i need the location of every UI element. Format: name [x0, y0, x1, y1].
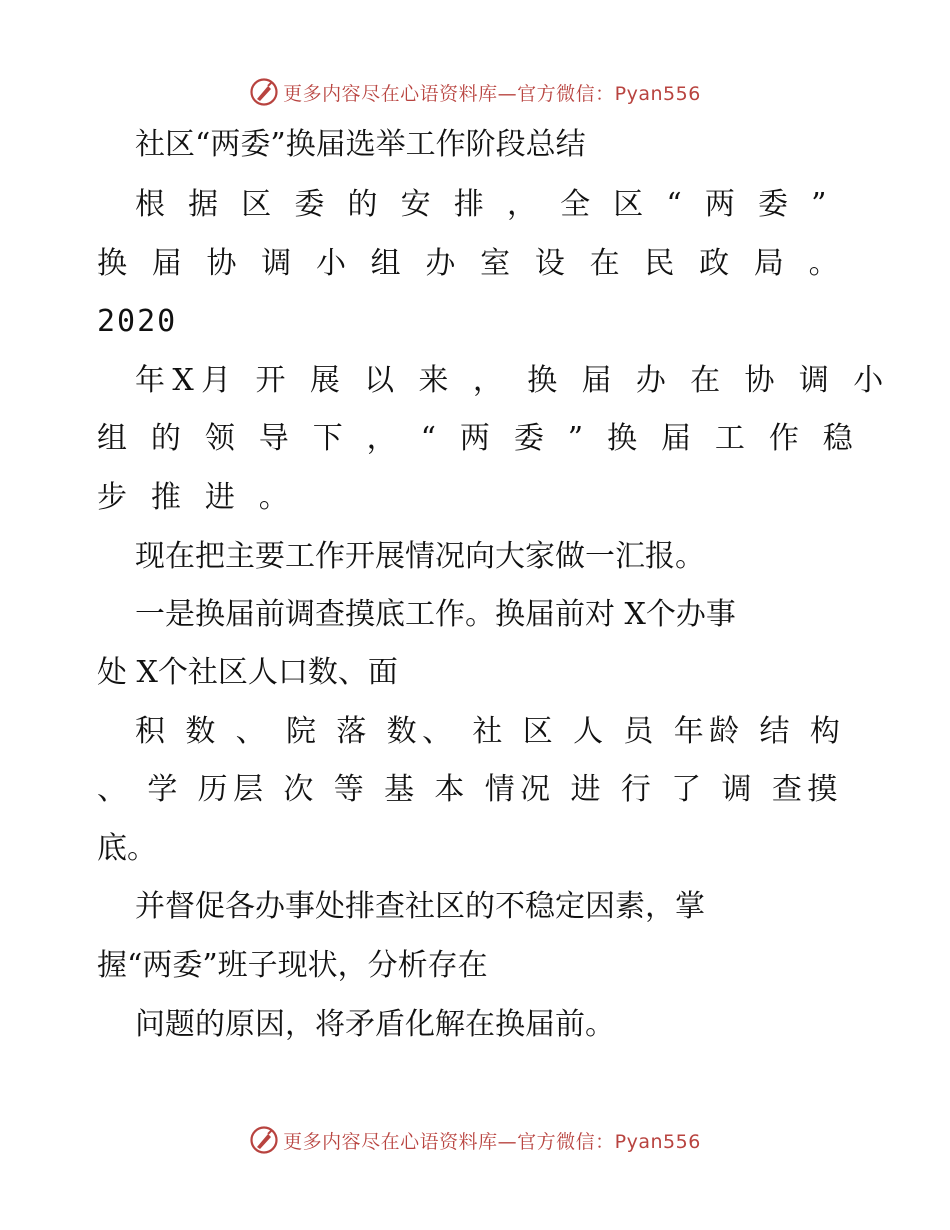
text-line-1-content: 根 据 区 委 的 安 排 ， 全 区 “ 两 委 ”: [135, 187, 834, 222]
text-line-4: 年X月 开 展 以 来 ， 换 届 办 在 协 调 小: [135, 363, 891, 398]
text-line-11: 、 学 历层 次 等 基 本 情况 进 行 了 调 查摸: [97, 772, 843, 807]
text-line-3: 2020: [97, 304, 178, 339]
footer-banner-text: 更多内容尽在心语资料库—官方微信：Pyan556: [283, 1130, 701, 1153]
text-line-6: 步 推 进 。: [97, 480, 297, 515]
text-line-13: 并督促各办事处排查社区的不稳定因素，掌: [135, 889, 705, 924]
text-line-2: 换 届 协 调 小 组 办 室 设 在 民 政 局 。: [97, 246, 847, 281]
text-line-5: 组 的 领 导 下 ， “ 两 委 ” 换 届 工 作 稳: [97, 421, 860, 456]
text-line-15: 问题的原因，将矛盾化解在换届前。: [135, 1007, 615, 1042]
header-banner-text: 更多内容尽在心语资料库—官方微信：Pyan556: [283, 82, 701, 105]
footer-banner: [0, 1122, 950, 1158]
document-title: 社区“两委”换届选举工作阶段总结: [135, 127, 586, 162]
pen-logo-icon: [249, 77, 279, 107]
text-line-8: 一是换届前调查摸底工作。换届前对 X个办事: [135, 597, 736, 632]
text-line-7: 现在把主要工作开展情况向大家做一汇报。: [135, 539, 705, 574]
text-line-12: 底。: [97, 831, 157, 866]
text-line-10: 积 数 、 院 落 数、 社 区 人 员 年龄 结 构: [135, 714, 846, 749]
pen-logo-icon: [249, 1125, 279, 1155]
text-line-9: 处 X个社区人口数、面: [97, 655, 398, 690]
text-line-1: [135, 186, 847, 224]
text-line-14: 握“两委”班子现状，分析存在: [97, 948, 488, 983]
header-banner: [0, 74, 950, 110]
